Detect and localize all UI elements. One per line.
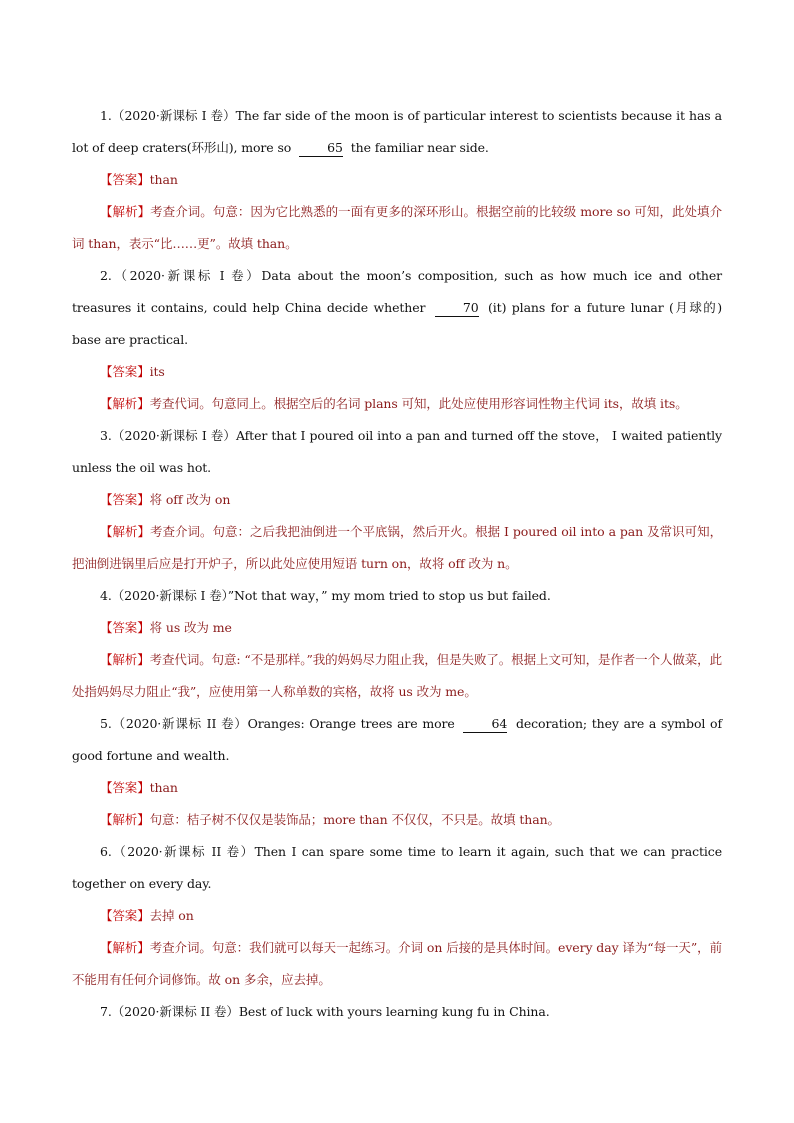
- analysis-2-text: 考查代词。句意同上。根据空后的名词 plans 可知，此处应使用形容词性物主代词 its，故填 its。: [149, 396, 688, 411]
- question-6-text: 6.（2020·新课标 II 卷）Then I can spare some time to learn it again, such that we can practice together on every day.: [72, 844, 722, 891]
- analysis-6-text: 考查介词。句意：我们就可以每天一起练习。介词 on 后接的是具体时间。every day 译为“每一天”，前不能用有任何介词修饰。故 on 多余，应去掉。: [72, 940, 722, 987]
- analysis-2: [72, 388, 722, 420]
- question-3: [72, 420, 722, 484]
- answer-tag: 【答案】: [100, 172, 150, 187]
- analysis-tag: 【解析】: [100, 652, 150, 667]
- question-2-text-end: (it) plans for a future lunar (月球的) base are practical.: [72, 300, 723, 347]
- question-5-text-end: decoration; they are a symbol of good fortune and wealth.: [72, 716, 722, 763]
- answer-5-text: than: [149, 780, 178, 795]
- question-1-text: 1.（2020·新课标 I 卷）The far side of the moon is of particular interest to scientists because it has a lot of deep craters(环形山), more so: [72, 108, 722, 155]
- question-6: [72, 836, 722, 900]
- answer-tag: 【答案】: [100, 620, 150, 635]
- answer-tag: 【答案】: [100, 492, 150, 507]
- question-1-text-end: the familiar near side.: [346, 140, 489, 155]
- answer-tag: 【答案】: [100, 908, 150, 923]
- analysis-tag: 【解析】: [100, 396, 150, 411]
- analysis-5: [72, 804, 722, 836]
- answer-5: [72, 772, 722, 804]
- answer-1-text: than: [149, 172, 178, 187]
- question-5: [72, 708, 722, 772]
- question-4-text: 4.（2020·新课标 I 卷）”Not that way，” my mom tried to stop us but failed.: [100, 588, 551, 603]
- answer-4-text: 将 us 改为 me: [149, 620, 232, 635]
- analysis-tag: 【解析】: [100, 524, 151, 539]
- answer-6: [72, 900, 722, 932]
- answer-3-text: 将 off 改为 on: [149, 492, 231, 507]
- analysis-tag: 【解析】: [100, 204, 151, 219]
- question-4: [72, 580, 722, 612]
- answer-2-text: its: [149, 364, 165, 379]
- question-2-blank: 70: [435, 300, 479, 317]
- question-2: [72, 260, 722, 356]
- question-7: [72, 996, 722, 1028]
- analysis-4: [72, 644, 722, 708]
- analysis-5-text: 句意：桔子树不仅仅是装饰品；more than 不仅仅，不只是。故填 than。: [149, 812, 560, 827]
- question-1-blank: 65: [299, 140, 343, 157]
- question-3-text: 3.（2020·新课标 I 卷）After that I poured oil into a pan and turned off the stove， I waited patiently unless the oil was hot.: [72, 428, 722, 475]
- answer-4: [72, 612, 722, 644]
- answer-3: [72, 484, 722, 516]
- analysis-6: [72, 932, 722, 996]
- analysis-1-text: 考查介词。句意：因为它比熟悉的一面有更多的深环形山。根据空前的比较级 more so 可知，此处填介词 than，表示“比……更”。故填 than。: [72, 204, 722, 251]
- analysis-4-text: 考查代词。句意: “不是那样。”我的妈妈尽力阻止我，但是失败了。根据上文可知，是作者一个人做菜，此处指妈妈尽力阻止“我”，应使用第一人称单数的宾格，故将 us 改为 me。: [72, 652, 722, 699]
- analysis-3-text: 考查介词。句意：之后我把油倒进一个平底锅，然后开火。根据 I poured oil into a pan 及常识可知，把油倒进锅里后应是打开炉子，所以此处应使用短语 turn on，故将 off 改为 n。: [72, 524, 722, 571]
- answer-6-text: 去掉 on: [149, 908, 194, 923]
- answer-tag: 【答案】: [100, 364, 150, 379]
- analysis-tag: 【解析】: [100, 940, 150, 955]
- answer-2: [72, 356, 722, 388]
- question-5-text: 5.（2020·新课标 II 卷）Oranges: Orange trees are more: [100, 716, 460, 731]
- analysis-1: [72, 196, 722, 260]
- analysis-3: [72, 516, 722, 580]
- question-2-text: 2.（2020·新课标 I 卷）Data about the moon’s composition, such as how much ice and other treasures it contains, could help China decide whether: [72, 268, 722, 315]
- question-5-blank: 64: [463, 716, 507, 733]
- question-7-text: 7.（2020·新课标 II 卷）Best of luck with yours learning kung fu in China.: [100, 1004, 550, 1019]
- question-1: [72, 100, 722, 164]
- answer-1: [72, 164, 722, 196]
- analysis-tag: 【解析】: [100, 812, 150, 827]
- answer-tag: 【答案】: [100, 780, 150, 795]
